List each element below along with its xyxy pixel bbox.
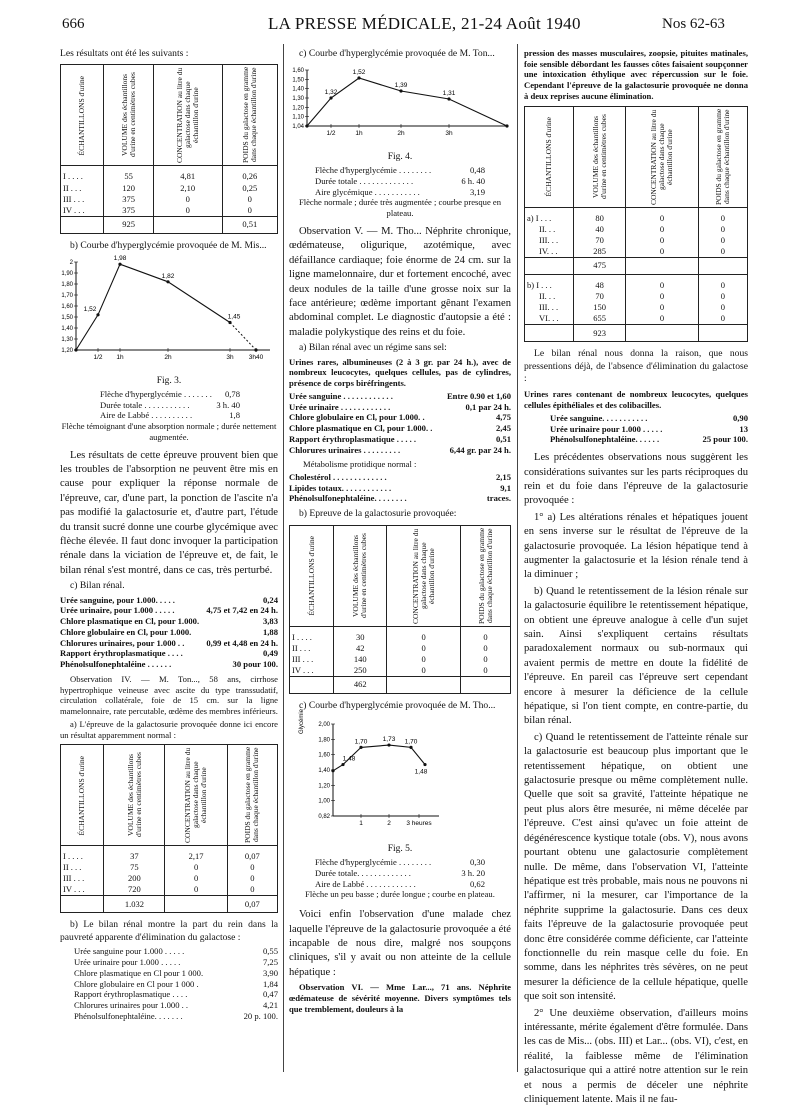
table-row: II . . . 120 2,10 0,25 xyxy=(61,183,278,194)
table-total-row: 462 xyxy=(290,676,511,693)
paragraph: 2° Une deuxième observation, d'ailleurs moins intéressante, mérite également d'être formulée. Dans les cas de Mis... (obs. III) et Lar... (obs. VI), c'est, en réalité, la faiblesse même de l'élimination galactosurique qui a attiré notre attention sur le rein et nous a permis de déceler une néphrite cliniquement latente. Mais il ne fau- xyxy=(524,1007,748,1105)
paragraph: a) L'épreuve de la galactosurie provoquée donne ici encore un résultat apparemment normal : xyxy=(60,718,278,740)
column-1 xyxy=(60,48,278,1072)
fig5-note: Flèche un peu basse ; durée longue ; courbe en plateau. xyxy=(305,889,495,900)
paragraph: pression des masses musculaires, zoopsie, pituites matinales, foie sensible débordant les fausses côtes faisaient soupçonner une intoxication éthylique avec répercussion sur le foie. Cependant l'épreuve de la galactosurie provoquée ne donna à deux reprises aucune élimination. xyxy=(524,48,748,101)
y-tick-label: 1,60 xyxy=(292,68,304,75)
column-2 xyxy=(289,48,511,1072)
data-label: 1,52 xyxy=(352,69,366,77)
data-point xyxy=(357,77,360,80)
data-label: 1,48 xyxy=(342,755,356,763)
x-tick-label: 3h xyxy=(445,130,453,138)
x-tick-label: 2h xyxy=(397,130,405,138)
data-point xyxy=(331,770,334,773)
y-tick-label: 2 xyxy=(69,260,73,267)
series-line xyxy=(76,264,230,350)
paragraph: c) Bilan rénal. xyxy=(70,580,125,592)
table-header: POIDS du galactose en gramme dans chaque échantillon d'urine xyxy=(713,108,731,205)
table-header: CONCENTRATION au litre du galactose dans chaque échantillon d'urine xyxy=(649,109,674,205)
observation-5: Observation V. — M. Tho... Néphrite chronique, œdémateuse, oligurique, azotémique, avec défaillance cardiaque; foie énorme de 24 cm. sur la ligne mamelonnaire, dur et fortement encoché, avec deux nodules de la taille d'une grosse noix sur la face antérieure; œdème important gênant l'examen abdominal complet. Le diagnostic d'autopsie a été : maladie polykystique des reins et du foie. xyxy=(289,225,511,338)
data-label: 1,73 xyxy=(382,736,396,744)
paragraph: b) Courbe d'hyperglycémie provoquée de M. Mis... xyxy=(70,239,267,251)
data-point xyxy=(228,321,231,324)
y-tick-label: 1,40 xyxy=(318,768,330,775)
galactose-table-4 xyxy=(524,106,748,342)
table-row: IV . . . 720 0 0 xyxy=(61,884,278,896)
fig4-note: Flèche normale ; durée très augmentée ; courbe presque en plateau. xyxy=(298,197,502,219)
paragraph: c) Courbe d'hyperglycémie provoquée de M. Ton... xyxy=(299,48,495,59)
table-row: a) I . . . 80 0 0 xyxy=(525,213,748,224)
paragraph: Métabolisme protidique normal : xyxy=(303,459,417,470)
data-label: 1,98 xyxy=(113,255,127,263)
table-row: III . . . 140 0 0 xyxy=(290,654,511,665)
data-label: 1,32 xyxy=(324,89,338,97)
data-point xyxy=(341,763,344,766)
table-header: VOLUME des échantillons d'urine en centimètres cubes xyxy=(125,752,143,838)
data-point xyxy=(359,746,362,749)
fig3-note: Flèche témoignant d'une absorption normale ; durée nettement augmentée. xyxy=(61,421,277,442)
y-axis-label: Glycémie xyxy=(299,709,305,735)
paragraph: b) Epreuve de la galactosurie provoquée: xyxy=(299,508,457,520)
y-tick-label: 2,00 xyxy=(318,722,330,729)
column-3 xyxy=(524,48,748,1105)
y-tick-label: 1,40 xyxy=(292,87,304,94)
data-point xyxy=(399,90,402,93)
fig5-measures: Flèche d'hyperglycémie . . . . . . . . 0,30 Durée totale. . . . . . . . . . . . . 3 h. 20 Aire de Labbé . . . . . . . . . . . . 0,62 xyxy=(315,857,485,889)
table-row: IV. . . 285 0 0 xyxy=(525,246,748,258)
y-tick-label: 1,80 xyxy=(318,737,330,744)
data-point xyxy=(118,263,121,266)
galactose-table-1 xyxy=(60,64,278,233)
data-label: 1,82 xyxy=(161,272,175,280)
y-tick-label: 0,82 xyxy=(318,814,330,821)
data-label: 1,70 xyxy=(404,738,418,746)
series-line-dashed xyxy=(230,323,256,351)
table-row: b) I . . . 48 0 0 xyxy=(525,280,748,291)
bilan-list-2: Urée sanguine pour 1.000 . . . . . 0,55 Urée urinaire pour 1.000 . . . . . 7,25 Chlore plasmatique en Cl pour 1 000. 3,90 Chlore globulaire en Cl pour 1 000 . 1,84 Rapport érythroplasmatique . . . . 0,47 Chlorures urinaires pour 1.000 . . 4,21 Phénolsulfonephtaléine. . . . . . . 20 p. 100. xyxy=(74,946,278,1021)
bilan-list-3: Urée sanguine . . . . . . . . . . . . Entre 0.90 et 1,60 Urée urinaire . . . . . . . . . . . . 0,1 par 24 h. Chlore globulaire en Cl, pour 1.000. . 4,75 Chlore plasmatique en Cl, pour 1.000. . 2,45 Rapport érythroplasmatique . . . . . 0,51 Chlorures urinaires . . . . . . . . . 6,44 gr. par 24 h. xyxy=(289,390,511,455)
table-row: II . . . 42 0 0 xyxy=(290,643,511,654)
page-number: 666 xyxy=(62,16,85,32)
data-point xyxy=(305,125,308,128)
paragraph: b) Le bilan rénal montre la part du rein dans la pauvreté apparente d'élimination du galactose : xyxy=(60,919,278,943)
paragraph: b) Quand le retentissement de la lésion rénale sur la galactosurie équilibre le retentissement hépatique, on obtient une épreuve analogue à celle d'un sujet sain. Ainsi s'expliquent certains résultats paradoxalement normaux ou sub-normaux qui avaient permis de mettre en doute la fidélité de l'épreuve. En pareil cas l'épreuve sert cependant encore à mesurer la déficience de la cellule hépatique, si l'on tient compte, en contre-partie, du bilan rénal. xyxy=(524,585,748,727)
fig4-svg xyxy=(289,64,511,142)
x-tick-label: 1h xyxy=(355,130,363,138)
fig3-caption: Fig. 3. xyxy=(156,375,182,386)
table-header: CONCENTRATION au litre du galactose dans chaque échantillon d'urine xyxy=(410,528,436,624)
paragraph: Les précédentes observations nous suggèrent les considérations suivantes sur les parts réciproques du rein et du foie dans l'épreuve de la galactosurie provoquée : xyxy=(524,452,748,507)
fig5-caption: Fig. 5. xyxy=(387,843,413,854)
data-point xyxy=(74,349,77,352)
data-point xyxy=(329,97,332,100)
bilan-list: Urée sanguine, pour 1.000. . . . . 0,24 Urée urinaire, pour 1.000 . . . . . 4,75 et 7,42 en 24 h. Chlore plasmatique en Cl, pour 1.000. 3,83 Chlore globulaire en Cl, pour 1.000. 1,88 Chlorures urinaires, pour 1.000 . . 0,99 et 4,48 en 24 h. Rapport érythroplasmatique . . . . 0,49 Phénolsulfonephtaléine . . . . . . 30 pour 100. xyxy=(60,594,278,670)
table-row: I . . . . 55 4,81 0,26 xyxy=(61,171,278,182)
y-tick-label: 1,20 xyxy=(292,105,304,112)
data-label: 1,52 xyxy=(83,305,97,313)
paragraph: c) Courbe d'hyperglycémie provoquée de M. Tho... xyxy=(299,699,496,711)
column-divider xyxy=(517,44,518,1072)
y-tick-label: 1,90 xyxy=(61,271,73,278)
fig3-svg xyxy=(60,256,278,366)
x-tick-label: 3h40 xyxy=(248,354,264,362)
table-row: II. . . 40 0 0 xyxy=(525,224,748,235)
y-tick-label: 1,30 xyxy=(292,96,304,103)
table-total-row: 475 xyxy=(525,257,748,274)
metab-list: Cholestérol . . . . . . . . . . . . . 2,15 Lipides totaux. . . . . . . . . . . . 9,1 Phénolsulfonephtaléine. . . . . . . . traces. xyxy=(289,472,511,504)
paragraph: c) Quand le retentissement de l'atteinte rénale sur la galactosurie est beaucoup plus important que le retentissement hépatique, on obtient une galactosurie presque ou même complètement nulle. Quelle que soit sa gravité, l'atteinte hépatique ne peut plus alors être mesurée, ni même décelée par l'épreuve. C'est ainsi qu'avec un foie atteint de dégénérescence kystique totale (obs. V), nous avons pourtant obtenu une galactosurie complètement nulle. De même, dans l'observation VI, l'atteinte hépatique est très probable, mais nous ne pouvons ni l'affirmer, ni la mesurer, car l'importance de la néphrite supprime la galactosurie. Dans ces deux faits l'épreuve de la galactosurie provoquée peut donc être considérée comme déficiente, car l'atteinte fonctionnelle du rein masque celle du foie. En somme, dans les néphrites très sévères, on ne peut mesurer la déficience de la cellule hépatique, quelle que soit son intensité. xyxy=(524,731,748,1003)
x-tick-label: 3 heures xyxy=(406,820,432,828)
y-tick-label: 1,50 xyxy=(292,77,304,84)
table-header: ÉCHANTILLONS d'urine xyxy=(77,755,87,836)
fig4-caption: Fig. 4. xyxy=(387,151,413,162)
table-row: II. . . 70 0 0 xyxy=(525,291,748,302)
x-tick-label: 1 xyxy=(359,820,363,828)
data-label: 1,31 xyxy=(442,90,456,98)
paragraph: Urines rares contenant de nombreux leucocytes, quelques cellules épithéliales et des colibacilles. xyxy=(524,389,748,411)
paragraph: 1° a) Les altérations rénales et hépatiques jouent en sens inverse sur le résultat de l'épreuve de la galactosurie provoquée. La lésion hépatique tend à augmenter la galactosurie et la lésion rénale tend à la diminuer ; xyxy=(524,511,748,581)
y-tick-label: 1,40 xyxy=(61,326,73,333)
y-tick-label: 1,20 xyxy=(61,348,73,355)
paragraph: a) Bilan rénal avec un régime sans sel: xyxy=(299,342,447,354)
paragraph: Voici enfin l'observation d'une malade chez laquelle l'épreuve de la galactosurie provoquée a été incapable de nous dire, malgré nos soupçons cliniques, s'il y avait ou non atteinte de la cellule hépatique : xyxy=(289,909,511,978)
table-header: VOLUME des échantillons d'urine en centimètres cubes xyxy=(590,114,608,200)
table-header: ÉCHANTILLONS d'urine xyxy=(77,75,87,156)
table-row: II . . . 75 0 0 xyxy=(61,862,278,873)
y-tick-label: 1,30 xyxy=(61,337,73,344)
galactose-table-2 xyxy=(60,744,278,913)
table-row: III . . . 375 0 0 xyxy=(61,194,278,205)
data-label: 1,48 xyxy=(414,768,428,776)
table-row: III. . . 70 0 0 xyxy=(525,235,748,246)
y-tick-label: 1,50 xyxy=(61,315,73,322)
paragraph: Les résultats de cette épreuve prouvent bien que les troubles de l'absorption ne peuvent être mis en cause pour expliquer la réponse normale de l'épreuve, car, d'une part, la ponction de l'ascite n'a pas modifié la galactosurie et, d'autre part, l'étude du transit sucré donne une courbe glycémique avec flèche élevée. Il faut donc invoquer la participation rénale dans la viciation de l'épreuve et, de fait, le bilan rénal s'est montré, dans ce cas, très perturbé. xyxy=(60,449,278,576)
data-point xyxy=(447,98,450,101)
issue-number: Nos 62-63 xyxy=(662,16,725,32)
y-tick-label: 1,10 xyxy=(292,115,304,122)
x-tick-label: 1/2 xyxy=(326,130,336,138)
data-point xyxy=(505,125,508,128)
fig5-svg xyxy=(289,709,511,834)
bilan-list-4: Urée sanguine. . . . . . . . . . . 0,90 Urée urinaire pour 1.000 . . . . . 13 Phénolsulfonephtaléine. . . . . . 25 pour 100. xyxy=(550,412,748,445)
fig3-chart xyxy=(60,256,278,370)
y-tick-label: 1,70 xyxy=(61,293,73,300)
data-point xyxy=(166,280,169,283)
y-tick-label: 1,60 xyxy=(61,304,73,311)
table-total-row: 1.032 0,07 xyxy=(61,896,278,913)
y-tick-label: 1,80 xyxy=(61,282,73,289)
observation-4: Observation IV. — M. Ton..., 58 ans, cirrhose hypertrophique veineuse avec ascite du type transsudatif, circulation collatérale, foie de 15 cm. sur la ligne mamelonnaire, rate percutable, œdème des membres inférieurs. xyxy=(60,673,278,717)
data-point xyxy=(96,313,99,316)
column-divider xyxy=(283,44,284,1072)
page-header xyxy=(0,12,800,38)
data-point xyxy=(423,763,426,766)
fig3-measures: Flèche d'hyperglycémie . . . . . . . 0,78 Durée totale . . . . . . . . . . . 3 h. 40 Aire de Labbé . . . . . . . . . . 1,8 xyxy=(100,388,240,421)
table-row: I . . . . 37 2,17 0,07 xyxy=(61,851,278,862)
table-header: VOLUME des échantillons d'urine en centimètres cubes xyxy=(119,73,137,158)
table-header: CONCENTRATION au litre du galactose dans chaque échantillon d'urine xyxy=(174,67,200,164)
y-tick-label: 1,00 xyxy=(318,799,330,806)
table-header: POIDS du galactose en gramme dans chaque échantillon d'urine xyxy=(476,527,494,624)
x-tick-label: 2h xyxy=(164,354,172,362)
paragraph: Le bilan rénal nous donna la raison, que nous pressentions déjà, de l'absence d'élimination du galactose : xyxy=(524,348,748,384)
table-row: VI. . . 655 0 0 xyxy=(525,313,748,325)
table-header: VOLUME des échantillons d'urine en centimètres cubes xyxy=(351,533,369,619)
table-row: I . . . . 30 0 0 xyxy=(290,632,511,643)
table-total-row: 925 0,51 xyxy=(61,216,278,233)
table-row: III. . . 150 0 0 xyxy=(525,302,748,313)
x-tick-label: 2 xyxy=(387,820,391,828)
journal-title: LA PRESSE MÉDICALE, 21-24 Août 1940 xyxy=(268,14,581,33)
table-header: CONCENTRATION au litre du galactose dans chaque échantillon d'urine xyxy=(183,747,208,843)
data-point xyxy=(254,349,257,352)
table-row: IV . . . 375 0 0 xyxy=(61,205,278,217)
fig4-chart xyxy=(289,64,511,146)
fig4-measures: Flèche d'hyperglycémie . . . . . . . . 0,48 Durée totale . . . . . . . . . . . . . 6 h. 40 Aire glycémique . . . . . . . . . . . 3,19 xyxy=(315,165,485,197)
fig5-chart xyxy=(289,709,511,838)
table-total-row: 923 xyxy=(525,325,748,342)
data-point xyxy=(409,746,412,749)
table-row: IV . . . 250 0 0 xyxy=(290,665,511,677)
table-header: ÉCHANTILLONS d'urine xyxy=(306,535,316,616)
y-tick-label: 1,20 xyxy=(318,783,330,790)
table-row: III . . . 200 0 0 xyxy=(61,873,278,884)
y-tick-label: 1,04 xyxy=(292,124,304,131)
x-tick-label: 1h xyxy=(116,354,124,362)
paragraph: Urines rares, albumineuses (2 à 3 gr. par 24 h.), avec de nombreux leucocytes, quelques cellules, pas de cylindres, présence de corps biréfringents. xyxy=(289,356,511,389)
data-label: 1,45 xyxy=(227,313,241,321)
table-header: POIDS du galactose en gramme dans chaque échantillon d'urine xyxy=(243,747,261,844)
table-header: POIDS du galactose en gramme dans chaque échantillon d'urine xyxy=(240,67,258,164)
x-tick-label: 3h xyxy=(226,354,234,362)
data-point xyxy=(387,744,390,747)
paragraph: Les résultats ont été les suivants : xyxy=(60,48,189,59)
galactose-table-3 xyxy=(289,525,511,694)
x-tick-label: 1/2 xyxy=(93,354,103,362)
data-label: 1,70 xyxy=(354,738,368,746)
table-header: ÉCHANTILLONS d'urine xyxy=(544,116,554,197)
y-tick-label: 1,60 xyxy=(318,753,330,760)
observation-6: Observation VI. — Mme Lar..., 71 ans. Néphrite œdémateuse de sévérité moyenne. Divers symptômes tels que tremblement, douleurs à la xyxy=(289,982,511,1014)
data-label: 1,39 xyxy=(394,82,408,90)
